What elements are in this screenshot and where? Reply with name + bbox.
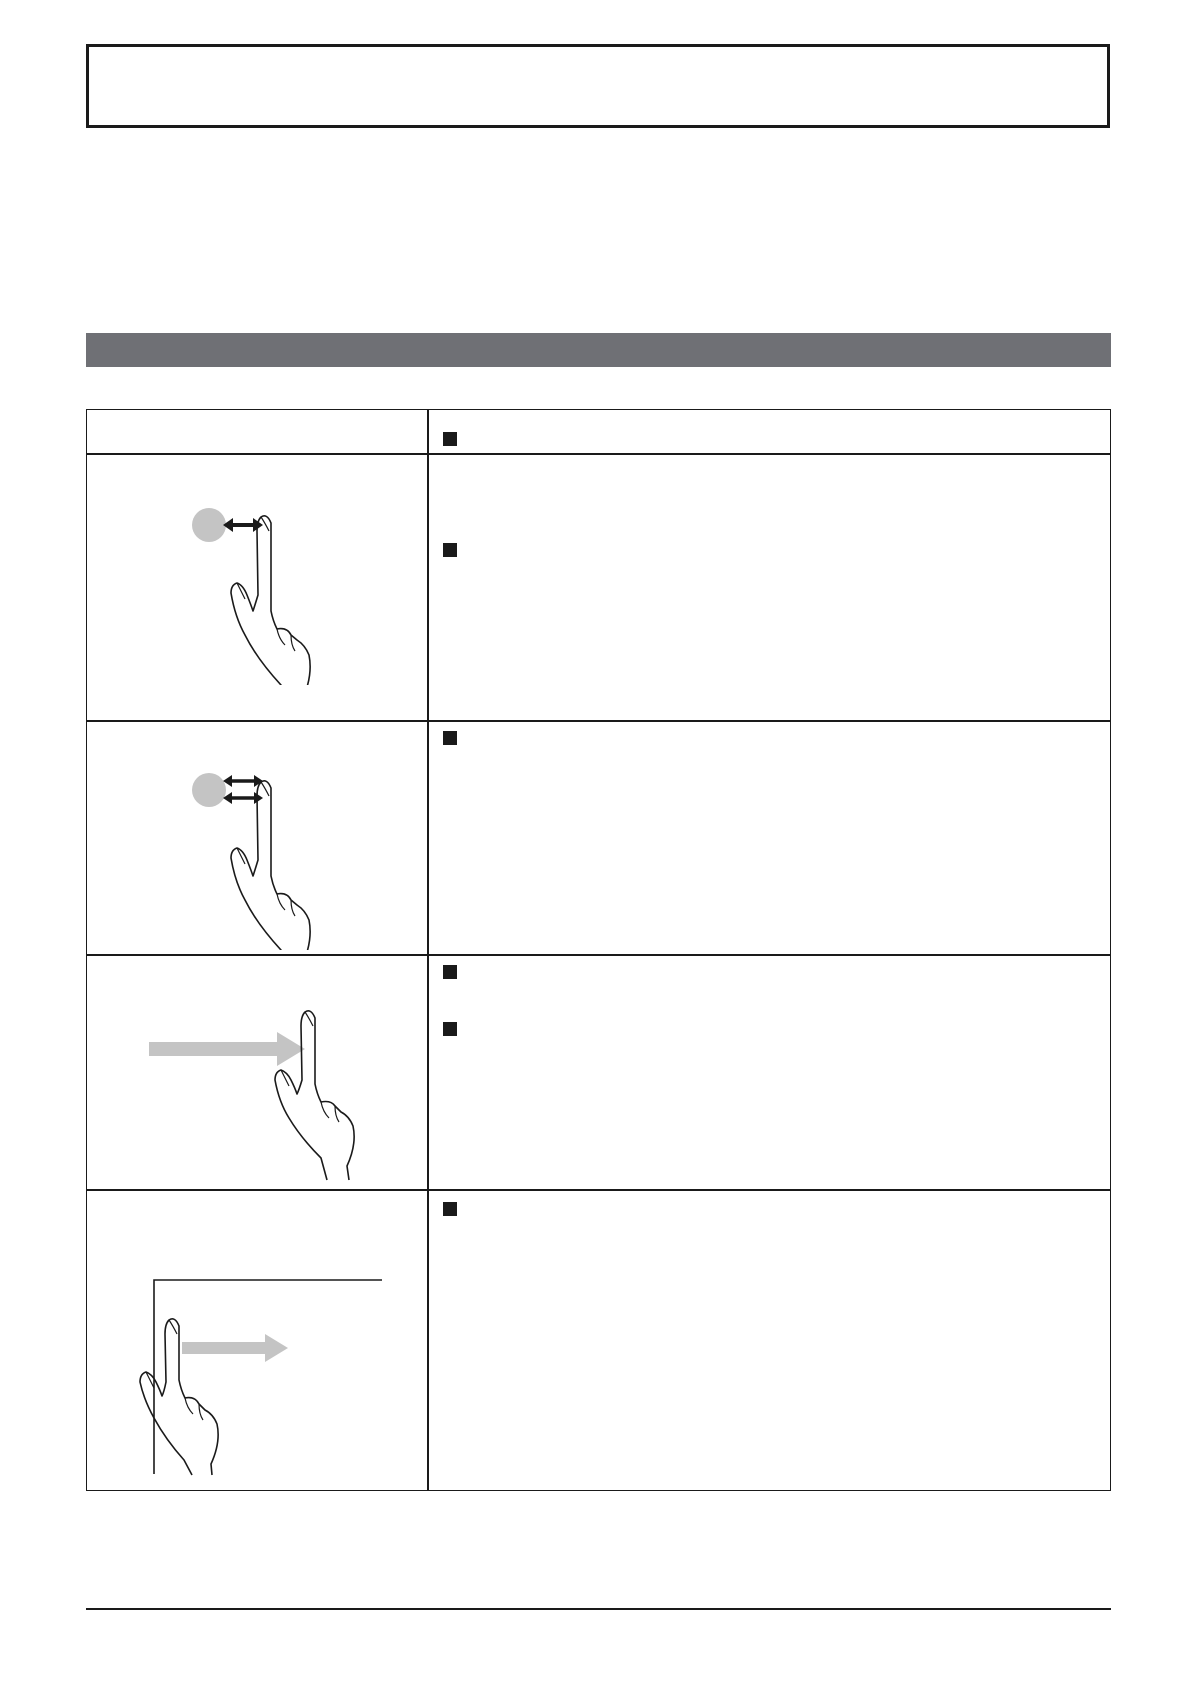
footer-divider	[86, 1608, 1111, 1610]
touch-point-icon	[192, 508, 226, 542]
page-title-box	[86, 44, 1110, 128]
motion-arrow-icon	[182, 1342, 267, 1354]
row-separator	[87, 954, 1110, 956]
motion-arrow-icon	[149, 1042, 279, 1056]
column-header-gesture	[87, 410, 427, 453]
bullet-marker	[443, 1202, 457, 1216]
section-heading-bar	[86, 333, 1111, 367]
bullet-marker	[443, 965, 457, 979]
bullet-marker	[443, 1022, 457, 1036]
gesture-table	[86, 409, 1111, 1491]
header-row-separator	[87, 453, 1110, 455]
column-header-description	[429, 410, 1110, 453]
row-separator	[87, 1189, 1110, 1191]
triple-tap-gesture-icon	[187, 760, 337, 950]
bullet-marker	[443, 731, 457, 745]
edge-swipe-gesture-icon	[122, 1250, 382, 1480]
screen-edge-icon	[154, 1280, 382, 1474]
column-divider	[427, 410, 429, 1490]
bullet-marker	[443, 432, 457, 446]
row-separator	[87, 720, 1110, 722]
swipe-gesture-icon	[149, 1008, 369, 1188]
bullet-marker	[443, 543, 457, 557]
touch-point-icon	[192, 773, 226, 807]
double-tap-gesture-icon	[187, 495, 337, 685]
